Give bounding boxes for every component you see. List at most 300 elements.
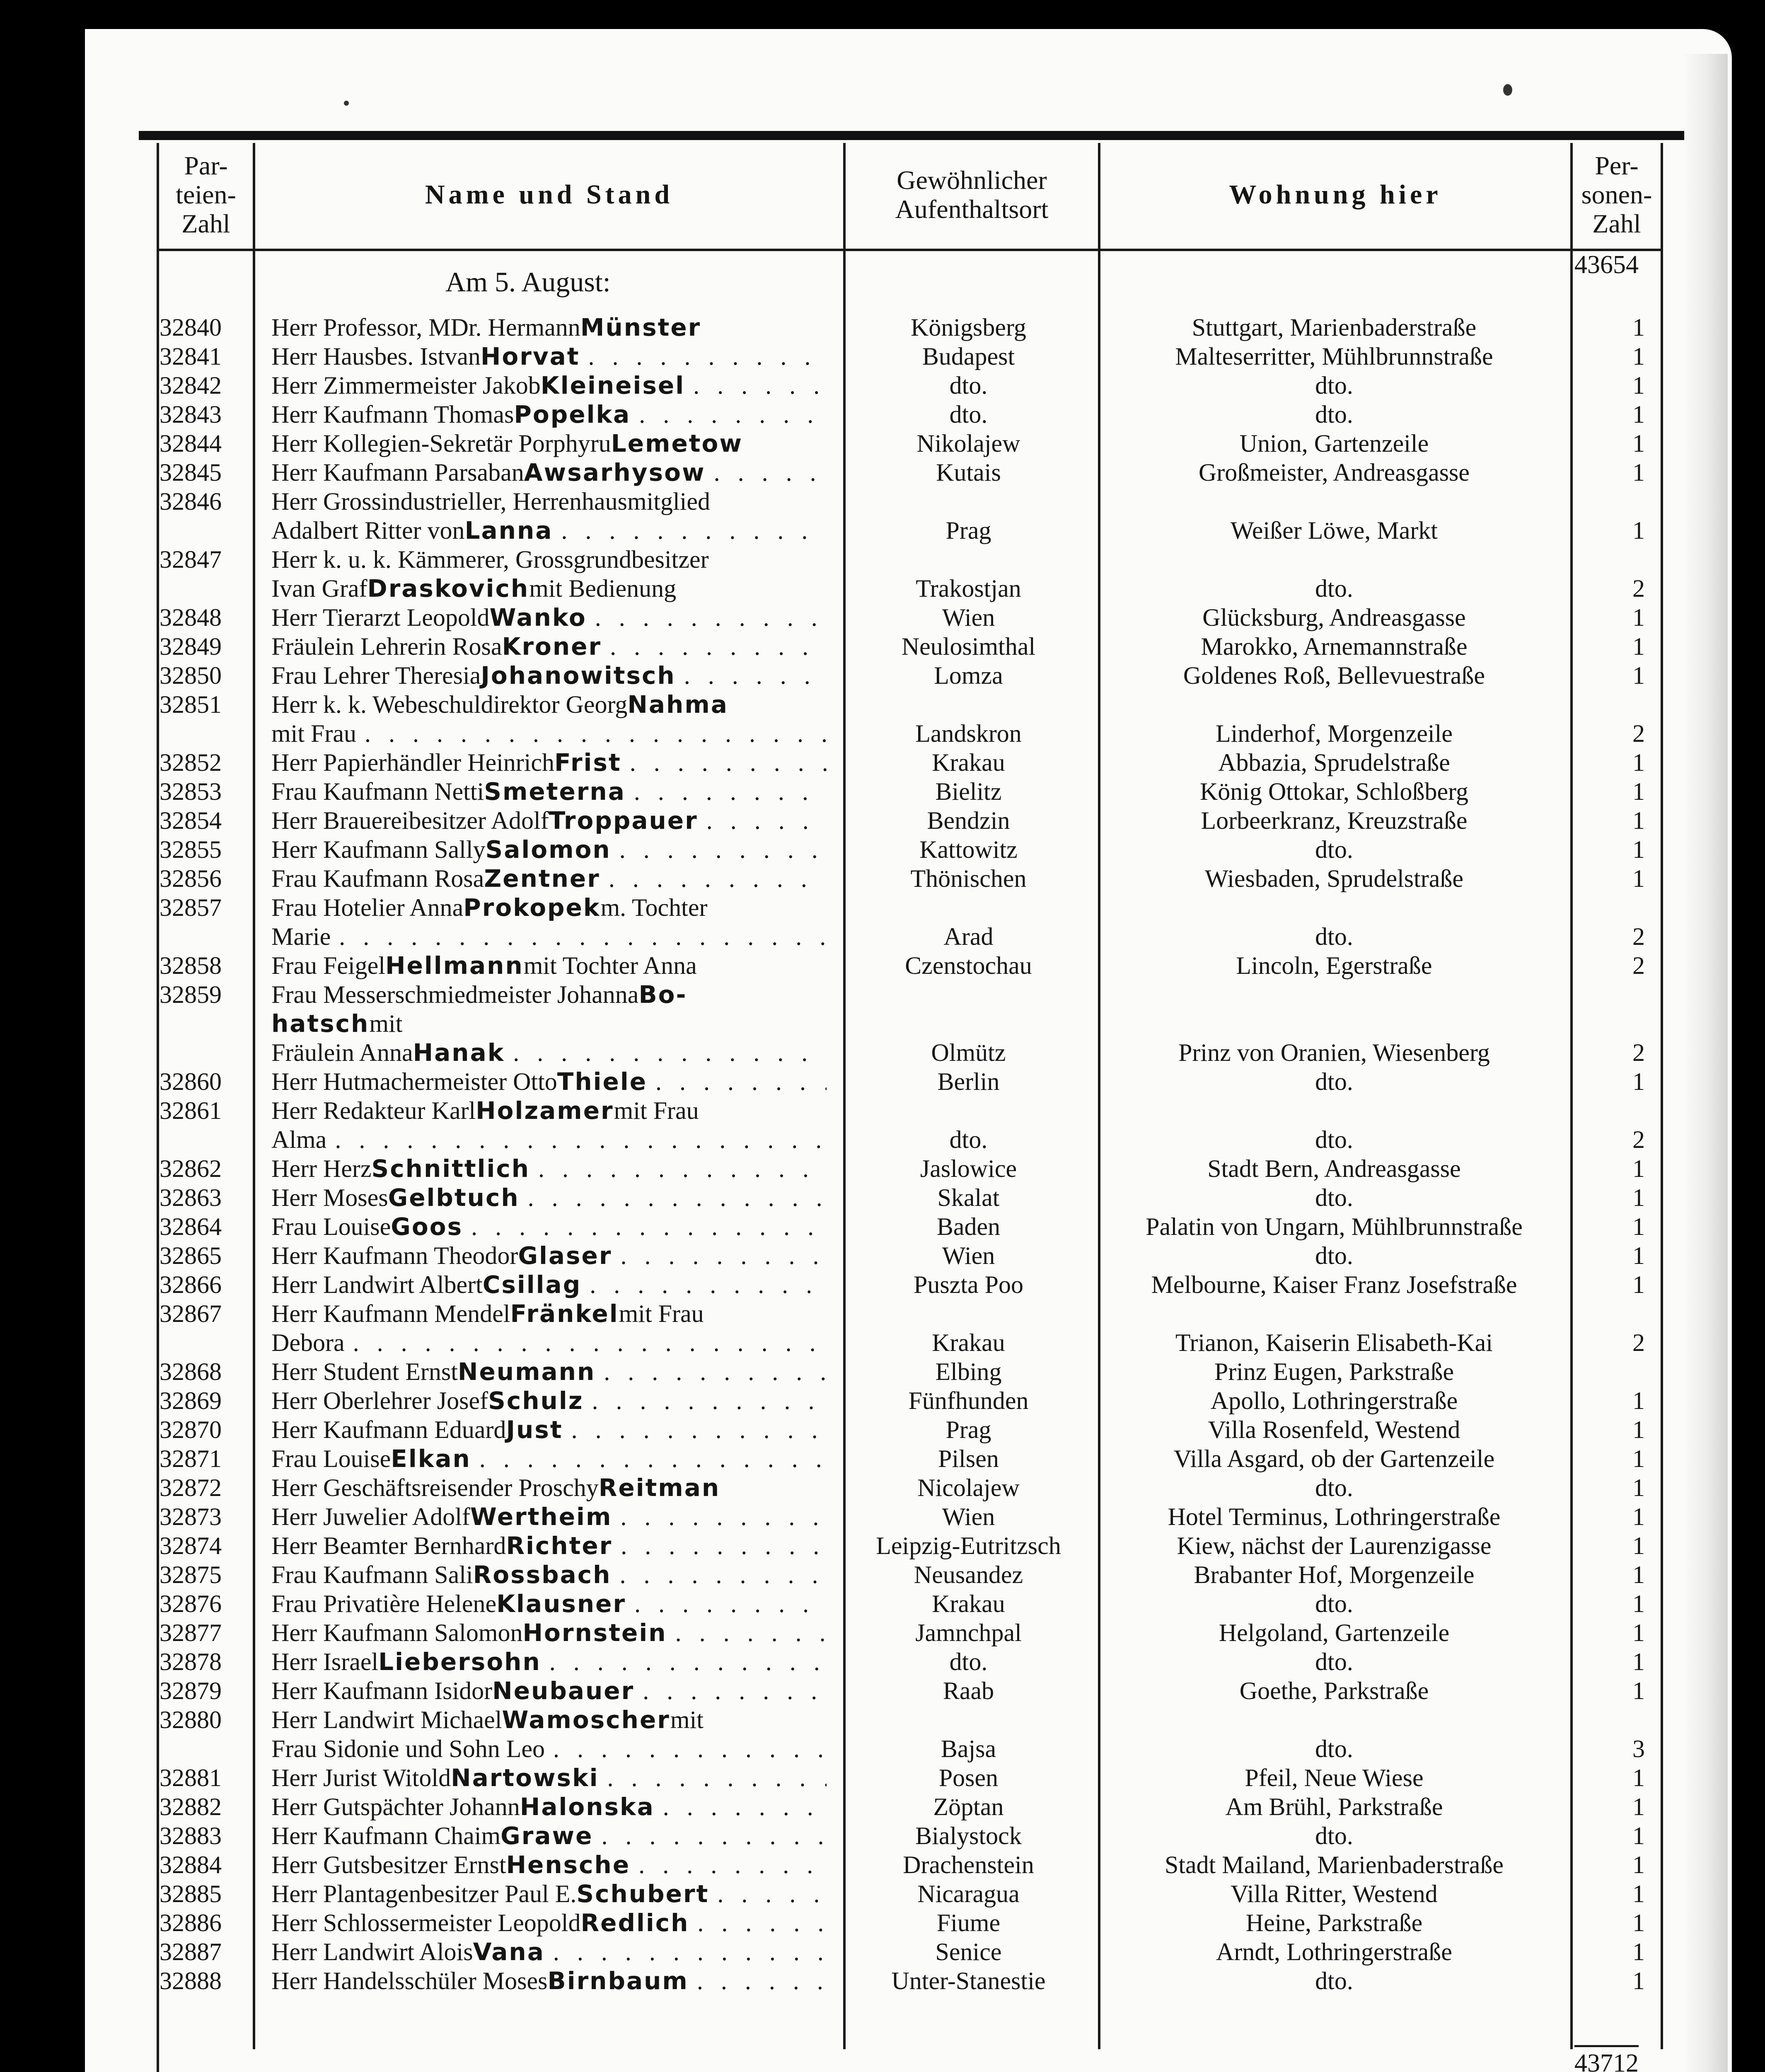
surname: Glaser xyxy=(518,1242,612,1270)
entry-name-stand xyxy=(271,1647,827,1676)
usual-residence: Elbing xyxy=(935,1358,1002,1385)
dot-leader xyxy=(663,1792,827,1821)
party-number: 32885 xyxy=(160,1880,222,1907)
party-number: 32872 xyxy=(160,1474,222,1501)
dot-leader xyxy=(365,719,827,748)
surname: Frist xyxy=(554,748,621,777)
usual-residence: Bielitz xyxy=(935,778,1002,805)
party-number: 32841 xyxy=(160,343,222,370)
name-line xyxy=(271,1618,827,1647)
person-count: 1 xyxy=(1632,1068,1645,1095)
person-count: 1 xyxy=(1632,1938,1645,1965)
name-prefix: Herr Zimmermeister Jakob xyxy=(271,372,541,399)
register-row xyxy=(0,1647,1765,1676)
local-address: dto. xyxy=(1315,1967,1353,1995)
local-address: Goldenes Roß, Bellevuestraße xyxy=(1183,662,1485,689)
usual-residence: dto. xyxy=(949,401,988,428)
dot-leader xyxy=(621,1531,827,1560)
party-number: 32877 xyxy=(160,1619,222,1646)
dot-leader xyxy=(697,1966,827,1995)
name-line xyxy=(271,1850,827,1879)
person-count: 1 xyxy=(1632,401,1645,428)
local-address: Wiesbaden, Sprudelstraße xyxy=(1204,865,1464,892)
surname: Awsarhysow xyxy=(524,458,706,487)
surname: Csillag xyxy=(482,1271,582,1299)
surname: Thiele xyxy=(557,1067,648,1096)
entry-name-stand xyxy=(271,893,827,951)
surname: Zentner xyxy=(484,864,600,893)
party-number: 32879 xyxy=(160,1677,222,1704)
usual-residence: Prag xyxy=(945,517,991,544)
dot-leader xyxy=(675,1618,827,1647)
party-number: 32874 xyxy=(160,1532,222,1559)
entry-name-stand xyxy=(271,777,827,806)
party-number: 32883 xyxy=(160,1822,222,1849)
usual-residence: Fünfhunden xyxy=(908,1387,1029,1414)
usual-residence: Trakostjan xyxy=(916,575,1021,602)
local-address: Kiew, nächst der Laurenzigasse xyxy=(1177,1532,1492,1559)
usual-residence: Pilsen xyxy=(938,1445,999,1472)
local-address: dto. xyxy=(1315,1735,1353,1762)
person-count: 2 xyxy=(1632,575,1645,602)
party-number: 32849 xyxy=(160,633,222,660)
person-count: 1 xyxy=(1632,1242,1645,1269)
name-prefix: Frau Hotelier Anna xyxy=(271,894,464,921)
party-number: 32844 xyxy=(160,430,222,457)
name-line xyxy=(271,951,827,980)
surname: Hellmann xyxy=(385,951,524,980)
local-address: Abbazia, Sprudelstraße xyxy=(1218,749,1450,776)
name-suffix: mit Frau xyxy=(619,1300,704,1327)
name-prefix: Frau Kaufmann Netti xyxy=(271,778,484,805)
usual-residence: Senice xyxy=(935,1938,1002,1965)
dot-leader xyxy=(479,1444,827,1473)
person-count: 1 xyxy=(1632,1532,1645,1559)
party-number: 32853 xyxy=(160,778,222,805)
name-line xyxy=(271,1908,827,1937)
register-row xyxy=(0,1531,1765,1560)
entry-name-stand xyxy=(271,1792,827,1821)
entry-name-stand xyxy=(271,1821,827,1850)
party-number: 32845 xyxy=(160,459,222,486)
register-row xyxy=(0,1589,1765,1618)
name-prefix: Debora xyxy=(271,1329,345,1356)
person-count: 1 xyxy=(1632,1503,1645,1530)
person-count: 1 xyxy=(1632,633,1645,660)
usual-residence: Raab xyxy=(943,1677,994,1704)
carry-end-total: 43712 xyxy=(1574,2045,1639,2072)
person-count: 1 xyxy=(1632,1590,1645,1617)
surname: Hanak xyxy=(413,1038,505,1067)
name-line xyxy=(271,1154,827,1183)
usual-residence: Budapest xyxy=(922,343,1015,370)
name-line xyxy=(271,1821,827,1850)
local-address: Weißer Löwe, Markt xyxy=(1231,517,1438,544)
dot-leader xyxy=(538,1154,827,1183)
party-number: 32875 xyxy=(160,1561,222,1588)
dot-leader xyxy=(571,1415,827,1444)
register-row xyxy=(0,1444,1765,1473)
person-count: 1 xyxy=(1632,1880,1645,1907)
surname: Gelbtuch xyxy=(388,1184,520,1212)
name-prefix: Herr Kaufmann Chaim xyxy=(271,1822,501,1849)
local-address: Linderhof, Morgenzeile xyxy=(1215,720,1453,747)
person-count: 3 xyxy=(1632,1735,1645,1762)
entry-name-stand xyxy=(271,1560,827,1589)
local-address: dto. xyxy=(1315,1242,1353,1269)
entry-name-stand xyxy=(271,1502,827,1531)
name-prefix: Frau Kaufmann Rosa xyxy=(271,865,484,892)
name-line xyxy=(271,1067,827,1096)
local-address: dto. xyxy=(1315,1184,1353,1211)
dot-leader xyxy=(634,777,827,806)
speck-mark xyxy=(344,101,349,106)
name-line xyxy=(271,1386,827,1415)
name-line xyxy=(271,458,827,487)
name-line xyxy=(271,748,827,777)
entry-name-stand xyxy=(271,1241,827,1270)
dot-leader xyxy=(638,1850,827,1879)
surname: Johanowitsch xyxy=(481,661,676,690)
local-address: Palatin von Ungarn, Mühlbrunnstraße xyxy=(1146,1213,1523,1240)
local-address: Pfeil, Neue Wiese xyxy=(1245,1764,1424,1791)
entry-name-stand xyxy=(271,1212,827,1241)
local-address: Glücksburg, Andreasgasse xyxy=(1202,604,1466,631)
register-row xyxy=(0,1473,1765,1502)
surname: Wanko xyxy=(489,603,587,632)
local-address: dto. xyxy=(1315,1590,1353,1617)
dot-leader xyxy=(643,1676,827,1705)
name-line xyxy=(271,1502,827,1531)
person-count: 2 xyxy=(1632,1039,1645,1066)
entry-name-stand xyxy=(271,1357,827,1386)
name-line xyxy=(271,1357,827,1386)
person-count: 1 xyxy=(1632,459,1645,486)
local-address: Heine, Parkstraße xyxy=(1245,1909,1423,1936)
register-row xyxy=(0,690,1765,748)
surname: Elkan xyxy=(391,1445,471,1473)
entry-name-stand xyxy=(271,400,827,429)
person-count: 1 xyxy=(1632,1851,1645,1878)
local-address: Marokko, Arnemannstraße xyxy=(1201,633,1468,660)
local-address: Großmeister, Andreasgasse xyxy=(1198,459,1470,486)
usual-residence: Czenstochau xyxy=(905,952,1032,979)
name-line xyxy=(271,603,827,632)
name-prefix: Herr Landwirt Alois xyxy=(271,1938,473,1965)
name-prefix: Herr Geschäftsreisender Proschy xyxy=(271,1474,599,1501)
name-prefix: Herr Moses xyxy=(271,1184,388,1211)
local-address: dto. xyxy=(1315,1822,1353,1849)
name-prefix: Herr Hutmachermeister Otto xyxy=(271,1068,557,1095)
register-row xyxy=(0,400,1765,429)
header-bottom-rule xyxy=(157,249,1663,251)
usual-residence: Kutais xyxy=(936,459,1001,486)
name-line xyxy=(271,1038,827,1067)
entry-name-stand xyxy=(271,1966,827,1995)
entry-name-stand xyxy=(271,690,827,748)
register-row xyxy=(0,1821,1765,1850)
usual-residence: Zöptan xyxy=(933,1793,1004,1820)
person-count: 1 xyxy=(1632,1967,1645,1995)
name-line xyxy=(271,1241,827,1270)
register-row xyxy=(0,1502,1765,1531)
register-row xyxy=(0,1183,1765,1212)
party-number: 32854 xyxy=(160,807,222,834)
usual-residence: Wien xyxy=(942,1242,995,1269)
dot-leader xyxy=(553,1734,827,1763)
local-address: Am Brühl, Parkstraße xyxy=(1225,1793,1443,1820)
name-prefix: Herr Plantagenbesitzer Paul E. xyxy=(271,1880,577,1907)
name-line xyxy=(271,1560,827,1589)
surname: Wertheim xyxy=(470,1503,612,1531)
usual-residence: Nicolajew xyxy=(917,1474,1020,1501)
surname: Vana xyxy=(473,1938,545,1966)
local-address: Goethe, Parkstraße xyxy=(1239,1677,1429,1704)
local-address: dto. xyxy=(1315,575,1353,602)
name-prefix: Herr Kaufmann Salomon xyxy=(271,1619,523,1646)
usual-residence: Arad xyxy=(943,923,994,950)
person-count: 1 xyxy=(1632,1793,1645,1820)
usual-residence: Wien xyxy=(942,1503,995,1530)
local-address: Prinz von Oranien, Wiesenberg xyxy=(1178,1039,1490,1066)
name-suffix: mit Bedienung xyxy=(529,575,677,602)
register-row xyxy=(0,951,1765,980)
name-line xyxy=(271,342,827,371)
usual-residence: Nicaragua xyxy=(917,1880,1020,1907)
person-count: 1 xyxy=(1632,1213,1645,1240)
dot-leader xyxy=(590,1270,827,1299)
dot-leader xyxy=(619,835,827,864)
local-address: Hotel Terminus, Lothringerstraße xyxy=(1168,1503,1501,1530)
register-row xyxy=(0,429,1765,458)
surname: Troppauer xyxy=(549,806,698,835)
register-row xyxy=(0,864,1765,893)
register-row xyxy=(0,1067,1765,1096)
register-row xyxy=(0,1763,1765,1792)
register-row xyxy=(0,632,1765,661)
dot-leader xyxy=(561,516,827,545)
dot-leader xyxy=(553,1937,827,1966)
dot-leader xyxy=(717,1879,827,1908)
local-address: Villa Ritter, Westend xyxy=(1231,1880,1438,1907)
usual-residence: Olmütz xyxy=(931,1039,1006,1066)
usual-residence: Skalat xyxy=(937,1184,1000,1211)
party-number: 32869 xyxy=(160,1387,222,1414)
party-number: 32861 xyxy=(160,1097,222,1124)
name-prefix: Herr Herz xyxy=(271,1155,372,1182)
name-line xyxy=(271,1966,827,1995)
name-line xyxy=(271,1299,827,1328)
entry-name-stand xyxy=(271,632,827,661)
surname: Nahma xyxy=(627,690,728,719)
surname: Holzamer xyxy=(476,1097,614,1125)
name-prefix: mit Frau xyxy=(271,720,356,747)
name-suffix: m. Tochter xyxy=(600,894,708,921)
name-line xyxy=(271,1125,827,1154)
name-prefix: Herr Gutsbesitzer Ernst xyxy=(271,1851,506,1878)
surname: Schubert xyxy=(576,1880,709,1908)
surname: Hensche xyxy=(506,1851,631,1879)
carry-forward-total: 43654 xyxy=(1574,251,1639,279)
entry-name-stand xyxy=(271,748,827,777)
name-suffix: mit Frau xyxy=(614,1097,699,1124)
name-prefix: Frau Lehrer Theresia xyxy=(271,662,481,689)
local-address: Villa Rosenfeld, Westend xyxy=(1208,1416,1460,1443)
person-count: 1 xyxy=(1632,836,1645,863)
name-line xyxy=(271,1009,827,1038)
party-number: 32882 xyxy=(160,1793,222,1820)
entry-name-stand xyxy=(271,1473,827,1502)
party-number: 32843 xyxy=(160,401,222,428)
person-count: 1 xyxy=(1632,1155,1645,1182)
surname: Just xyxy=(506,1416,563,1444)
entry-name-stand xyxy=(271,1154,827,1183)
register-row xyxy=(0,806,1765,835)
local-address: Brabanter Hof, Morgenzeile xyxy=(1194,1561,1475,1588)
register-row xyxy=(0,1415,1765,1444)
local-address: Malteserritter, Mühlbrunnstraße xyxy=(1175,343,1493,370)
name-line xyxy=(271,1734,827,1763)
register-entries xyxy=(0,313,1765,1995)
entry-name-stand xyxy=(271,1444,827,1473)
party-number: 32867 xyxy=(160,1300,222,1327)
dot-leader xyxy=(706,806,827,835)
name-line xyxy=(271,690,827,719)
dot-leader xyxy=(697,1908,827,1937)
entry-name-stand xyxy=(271,806,827,835)
dot-leader xyxy=(714,458,827,487)
register-row xyxy=(0,1386,1765,1415)
name-prefix: Frau Sidonie und Sohn Leo xyxy=(271,1735,545,1762)
name-line xyxy=(271,835,827,864)
usual-residence: dto. xyxy=(949,372,988,399)
name-prefix: Herr Kaufmann Isidor xyxy=(271,1677,493,1704)
surname: Horvat xyxy=(480,342,580,370)
person-count: 1 xyxy=(1632,1648,1645,1675)
local-address: König Ottokar, Schloßberg xyxy=(1199,778,1469,805)
usual-residence: dto. xyxy=(949,1126,988,1153)
party-number: 32865 xyxy=(160,1242,222,1269)
name-suffix: mit xyxy=(670,1706,704,1733)
local-address: Apollo, Lothringerstraße xyxy=(1210,1387,1458,1414)
name-prefix: Frau Privatière Helene xyxy=(271,1590,497,1617)
name-prefix: Herr Student Ernst xyxy=(271,1358,458,1385)
dot-leader xyxy=(684,661,827,690)
local-address: Stadt Mailand, Marienbaderstraße xyxy=(1164,1851,1504,1878)
name-line xyxy=(271,1473,827,1502)
dot-leader xyxy=(607,1763,827,1792)
surname: Richter xyxy=(506,1532,613,1560)
dot-leader xyxy=(528,1183,827,1212)
surname: Hornstein xyxy=(522,1619,667,1647)
surname: Reitman xyxy=(598,1474,721,1502)
local-address: Helgoland, Gartenzeile xyxy=(1219,1619,1450,1646)
person-count: 2 xyxy=(1632,1126,1645,1153)
name-line xyxy=(271,922,827,951)
usual-residence: Krakau xyxy=(932,1329,1005,1356)
name-line xyxy=(271,1328,827,1357)
party-number: 32857 xyxy=(160,894,222,921)
name-prefix: Herr Schlossermeister Leopold xyxy=(271,1909,581,1936)
local-address: Lorbeerkranz, Kreuzstraße xyxy=(1201,807,1468,834)
usual-residence: Bendzin xyxy=(927,807,1010,834)
person-count: 1 xyxy=(1632,1445,1645,1472)
name-line xyxy=(271,574,827,603)
person-count: 1 xyxy=(1632,604,1645,631)
name-prefix: Frau Kaufmann Sali xyxy=(271,1561,473,1588)
surname: Lemetow xyxy=(611,429,743,457)
party-number: 32851 xyxy=(160,691,222,718)
entry-name-stand xyxy=(271,1908,827,1937)
entry-name-stand xyxy=(271,545,827,603)
usual-residence: Leipzig-Eutritzsch xyxy=(876,1532,1061,1559)
name-prefix: Alma xyxy=(271,1126,327,1153)
surname: Klausner xyxy=(496,1590,626,1618)
entry-name-stand xyxy=(271,1299,827,1357)
register-row xyxy=(0,1299,1765,1357)
person-count: 1 xyxy=(1632,517,1645,544)
person-count: 1 xyxy=(1632,1764,1645,1791)
name-prefix: Herr Gutspächter Johann xyxy=(271,1793,520,1820)
register-row xyxy=(0,980,1765,1067)
person-count: 1 xyxy=(1632,372,1645,399)
usual-residence: Neusandez xyxy=(914,1561,1023,1588)
surname: Neubauer xyxy=(492,1677,635,1705)
party-number: 32860 xyxy=(160,1068,222,1095)
name-line xyxy=(271,1270,827,1299)
local-address: dto. xyxy=(1315,836,1353,863)
person-count: 1 xyxy=(1632,662,1645,689)
dot-leader xyxy=(513,1038,827,1067)
header-rule xyxy=(139,131,1684,140)
name-line xyxy=(271,1531,827,1560)
party-number: 32848 xyxy=(160,604,222,631)
name-prefix: Herr Brauereibesitzer Adolf xyxy=(271,807,549,834)
dot-leader xyxy=(335,1125,827,1154)
register-row xyxy=(0,1212,1765,1241)
register-row xyxy=(0,1937,1765,1966)
section-date: Am 5. August: xyxy=(445,266,611,298)
name-line xyxy=(271,661,827,690)
local-address: dto. xyxy=(1315,401,1353,428)
name-suffix: mit Tochter Anna xyxy=(523,952,697,979)
register-row xyxy=(0,1908,1765,1937)
name-line xyxy=(271,980,827,1009)
register-row xyxy=(0,1966,1765,1995)
name-prefix: Herr Kaufmann Eduard xyxy=(271,1416,506,1443)
name-prefix: Herr Landwirt Albert xyxy=(271,1271,483,1298)
local-address: dto. xyxy=(1315,372,1353,399)
person-count: 1 xyxy=(1632,1677,1645,1704)
register-row xyxy=(0,1676,1765,1705)
party-number: 32876 xyxy=(160,1590,222,1617)
surname: Bo- xyxy=(638,980,687,1009)
name-prefix: Ivan Graf xyxy=(271,575,368,602)
surname: Salomon xyxy=(485,835,611,864)
person-count: 1 xyxy=(1632,314,1645,341)
usual-residence: Berlin xyxy=(937,1068,1000,1095)
name-line xyxy=(271,1183,827,1212)
name-line xyxy=(271,1937,827,1966)
entry-name-stand xyxy=(271,458,827,487)
register-row xyxy=(0,1850,1765,1879)
name-prefix: Herr Grossindustrieller, Herrenhausmitglied xyxy=(271,488,710,515)
header-col-count: Per- sonen- Zahl xyxy=(1581,151,1652,238)
party-number: 32852 xyxy=(160,749,222,776)
name-prefix: Frau Louise xyxy=(271,1445,391,1472)
name-line xyxy=(271,400,827,429)
dot-leader xyxy=(471,1212,827,1241)
